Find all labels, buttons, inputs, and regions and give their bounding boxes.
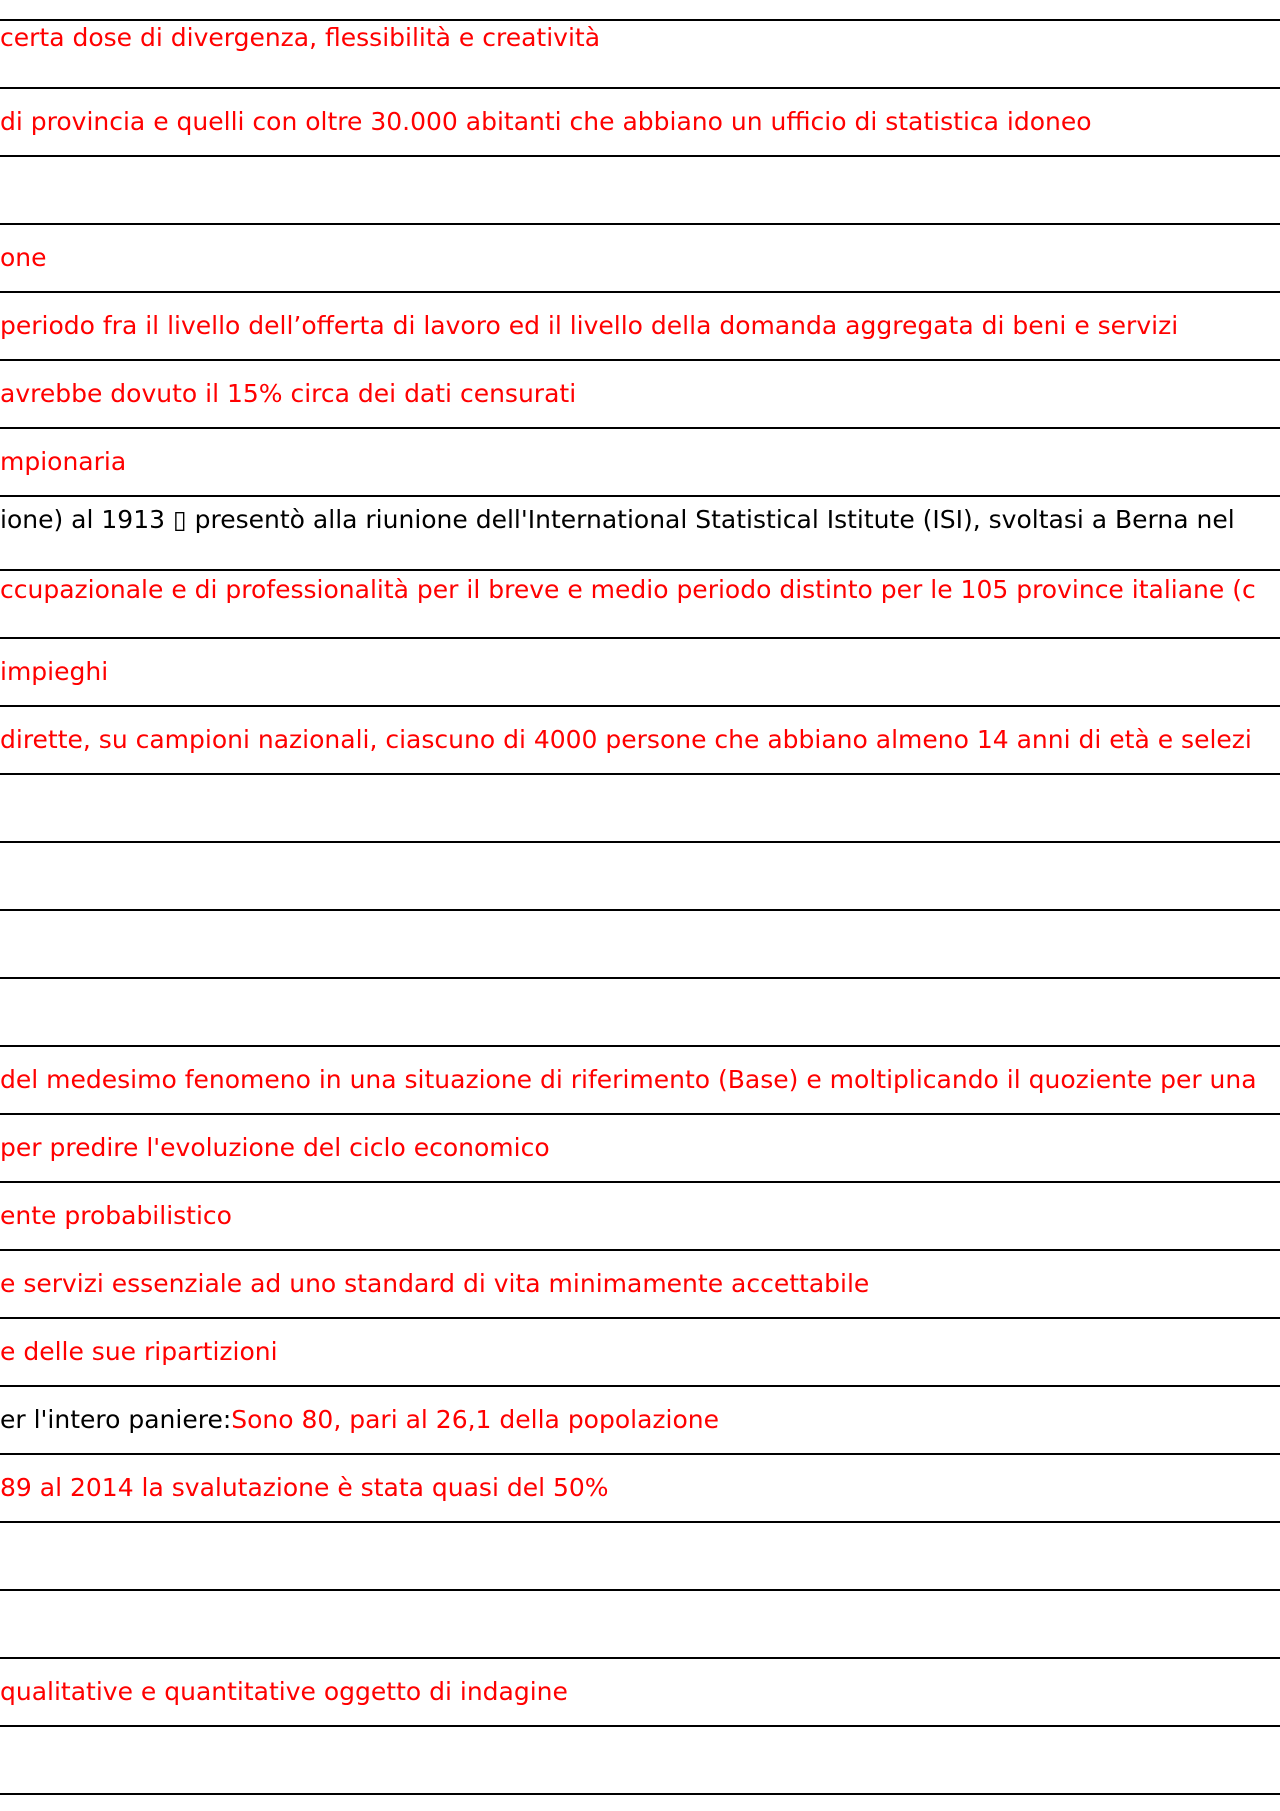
table-row bbox=[0, 1521, 1280, 1589]
table-row bbox=[0, 87, 1280, 155]
question-text: er l'intero paniere: bbox=[0, 1405, 232, 1434]
table-row bbox=[0, 359, 1280, 427]
answer-text: ccupazionale e di professionalità per il breve e medio periodo distinto per le 105 province italiane (c bbox=[0, 575, 1256, 604]
table-row bbox=[0, 1113, 1280, 1181]
table-row bbox=[0, 1725, 1280, 1793]
table-row bbox=[0, 1045, 1280, 1113]
table-row bbox=[0, 977, 1280, 1045]
answer-text: del medesimo fenomeno in una situazione di riferimento (Base) e moltiplicando il quoziente per una bbox=[0, 1065, 1257, 1094]
table-row bbox=[0, 19, 1280, 87]
table-row bbox=[0, 841, 1280, 909]
table-row bbox=[0, 637, 1280, 705]
table-row bbox=[0, 427, 1280, 495]
answer-text: periodo fra il livello dell’offerta di lavoro ed il livello della domanda aggregata di beni e servizi bbox=[0, 311, 1179, 340]
table-row bbox=[0, 909, 1280, 977]
table-row bbox=[0, 223, 1280, 291]
table-row bbox=[0, 495, 1280, 569]
answer-text: impieghi bbox=[0, 657, 109, 686]
table-bottom-rule bbox=[0, 1793, 1280, 1795]
table-row bbox=[0, 1453, 1280, 1521]
table-row bbox=[0, 1657, 1280, 1725]
table-row bbox=[0, 569, 1280, 637]
answer-text: avrebbe dovuto il 15% circa dei dati censurati bbox=[0, 379, 577, 408]
answer-text: certa dose di divergenza, flessibilità e creatività bbox=[0, 23, 601, 52]
answer-text: di provincia e quelli con oltre 30.000 abitanti che abbiano un ufficio di statistica idoneo bbox=[0, 107, 1092, 136]
table-row bbox=[0, 1249, 1280, 1317]
table-row bbox=[0, 1385, 1280, 1453]
answer-text: 89 al 2014 la svalutazione è stata quasi del 50% bbox=[0, 1473, 609, 1502]
answer-text: per predire l'evoluzione del ciclo economico bbox=[0, 1133, 550, 1162]
table-row bbox=[0, 155, 1280, 223]
table-row bbox=[0, 773, 1280, 841]
answer-text: qualitative e quantitative oggetto di indagine bbox=[0, 1677, 568, 1706]
answer-text: e delle sue ripartizioni bbox=[0, 1337, 278, 1366]
table-row bbox=[0, 291, 1280, 359]
answer-text: dirette, su campioni nazionali, ciascuno di 4000 persone che abbiano almeno 14 anni di età e selezi bbox=[0, 725, 1252, 754]
answer-text: mpionaria bbox=[0, 447, 127, 476]
question-text: ione) al 1913 ▯ presentò alla riunione dell'International Statistical Istitute (ISI), svoltasi a Berna nel bbox=[0, 505, 1235, 534]
answer-text: Sono 80, pari al 26,1 della popolazione bbox=[231, 1405, 719, 1434]
table-row bbox=[0, 1589, 1280, 1657]
answer-text: one bbox=[0, 243, 47, 272]
table-row bbox=[0, 705, 1280, 773]
table-row bbox=[0, 1181, 1280, 1249]
answer-text: e servizi essenziale ad uno standard di vita minimamente accettabile bbox=[0, 1269, 870, 1298]
table-row bbox=[0, 1317, 1280, 1385]
answer-text: ente probabilistico bbox=[0, 1201, 232, 1230]
